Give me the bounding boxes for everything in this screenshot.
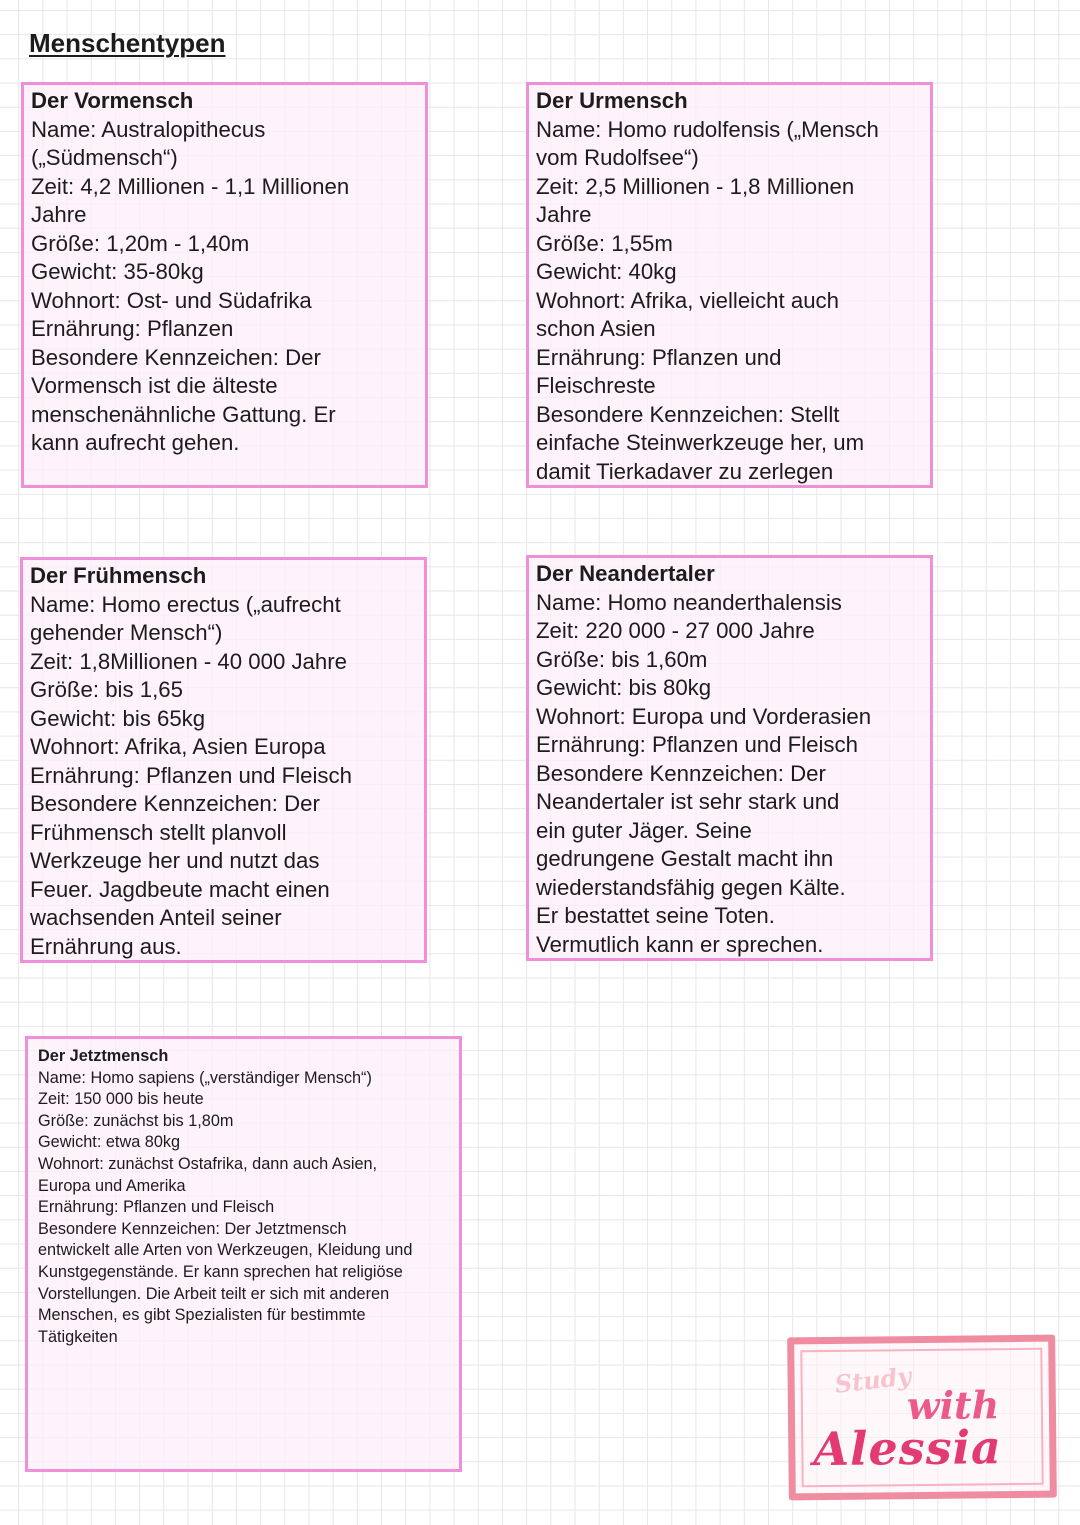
card-line: Europa und Amerika xyxy=(38,1176,186,1195)
card-line: Werkzeuge her und nutzt das xyxy=(30,848,320,873)
card-line: einfache Steinwerkzeuge her, um xyxy=(536,430,865,455)
card-line: Wohnort: Afrika, vielleicht auch xyxy=(536,287,839,313)
card-line: wiederstandsfähig gegen Kälte. xyxy=(536,874,846,900)
card-heading: Der Urmensch xyxy=(536,88,688,113)
card-line: ein guter Jäger. Seine xyxy=(536,817,752,843)
page-title: Menschentypen xyxy=(29,28,226,58)
card-heading: Der Neandertaler xyxy=(536,561,715,586)
card-line: Besondere Kennzeichen: Stellt xyxy=(536,401,840,427)
card-line: Größe: bis 1,65 xyxy=(30,677,183,702)
card-line: Wohnort: Afrika, Asien Europa xyxy=(30,734,326,759)
card-line: Ernährung: Pflanzen xyxy=(31,316,234,341)
stamp-study-text: Study xyxy=(833,1361,913,1399)
card-line: vom Rudolfsee“) xyxy=(536,145,699,170)
card-line: wachsenden Anteil seiner xyxy=(30,905,282,930)
stamp-with-text: with xyxy=(906,1382,1000,1429)
card-line: menschenähnliche Gattung. Er xyxy=(31,401,336,427)
card-fruehmensch xyxy=(20,557,427,963)
card-line: Größe: zunächst bis 1,80m xyxy=(38,1111,234,1130)
card-line: Name: Australopithecus xyxy=(31,116,266,142)
card-line: Besondere Kennzeichen: Der Jetztmensch xyxy=(38,1219,347,1238)
card-line: Gewicht: etwa 80kg xyxy=(38,1133,181,1152)
card-line: Größe: 1,55m xyxy=(536,230,673,256)
card-line: gedrungene Gestalt macht ihn xyxy=(536,846,834,871)
card-line: kann aufrecht gehen. xyxy=(31,430,240,455)
card-jetztmensch xyxy=(25,1036,462,1472)
card-line: Ernährung: Pflanzen und xyxy=(536,344,782,370)
card-line: schon Asien xyxy=(536,316,656,341)
card-heading: Der Jetztmensch xyxy=(38,1047,169,1065)
card-heading: Der Frühmensch xyxy=(30,563,207,588)
stamp-name-text: Alessia xyxy=(813,1420,1003,1477)
card-line: Neandertaler ist sehr stark und xyxy=(536,789,840,814)
card-line: Jahre xyxy=(536,202,592,227)
card-line: Ernährung: Pflanzen und Fleisch xyxy=(536,732,858,757)
card-line: Vormensch ist die älteste xyxy=(31,373,278,398)
card-line: Er bestattet seine Toten. xyxy=(536,903,775,928)
card-line: gehender Mensch“) xyxy=(30,620,223,645)
card-line: Name: Homo sapiens („verständiger Mensch“) xyxy=(38,1068,372,1087)
card-line: Menschen, es gibt Spezialisten für bestimmte xyxy=(38,1306,366,1325)
card-line: Gewicht: bis 65kg xyxy=(30,705,206,731)
card-line: Zeit: 1,8Millionen - 40 000 Jahre xyxy=(30,648,347,674)
card-line: Name: Homo neanderthalensis xyxy=(536,589,842,615)
card-line: Ernährung: Pflanzen und Fleisch xyxy=(30,762,352,788)
card-line: Tätigkeiten xyxy=(38,1327,118,1346)
card-line: Ernährung aus. xyxy=(30,933,182,959)
card-vormensch xyxy=(21,82,428,488)
card-line: Name: Homo rudolfensis („Mensch xyxy=(536,116,879,142)
card-line: Gewicht: 35-80kg xyxy=(31,259,204,284)
card-line: Wohnort: Europa und Vorderasien xyxy=(536,703,872,729)
card-line: Fleischreste xyxy=(536,373,656,398)
card-line: Besondere Kennzeichen: Der xyxy=(31,344,321,370)
study-with-alessia-stamp xyxy=(787,1335,1057,1501)
card-line: Wohnort: zunächst Ostafrika, dann auch Asien, xyxy=(38,1154,378,1173)
card-line: Ernährung: Pflanzen und Fleisch xyxy=(38,1198,275,1217)
card-line: Zeit: 2,5 Millionen - 1,8 Millionen xyxy=(536,173,855,199)
card-line: Vorstellungen. Die Arbeit teilt er sich mit anderen xyxy=(38,1284,390,1303)
card-line: Gewicht: 40kg xyxy=(536,259,677,284)
card-line: Zeit: 150 000 bis heute xyxy=(38,1090,204,1109)
card-line: („Südmensch“) xyxy=(31,145,178,170)
card-line: Feuer. Jagdbeute macht einen xyxy=(30,876,330,902)
card-line: Kunstgegenstände. Er kann sprechen hat religiöse xyxy=(38,1262,403,1281)
card-line: Besondere Kennzeichen: Der xyxy=(536,760,826,786)
card-line: Wohnort: Ost- und Südafrika xyxy=(31,287,312,313)
card-line: Zeit: 4,2 Millionen - 1,1 Millionen xyxy=(31,173,350,199)
card-heading: Der Vormensch xyxy=(31,88,194,113)
card-line: Frühmensch stellt planvoll xyxy=(30,819,287,845)
card-line: Größe: bis 1,60m xyxy=(536,646,708,672)
card-line: Gewicht: bis 80kg xyxy=(536,675,712,700)
card-line: entwickelt alle Arten von Werkzeugen, Kleidung und xyxy=(38,1241,413,1260)
card-line: Jahre xyxy=(31,202,87,227)
card-line: Zeit: 220 000 - 27 000 Jahre xyxy=(536,618,815,643)
card-line: Größe: 1,20m - 1,40m xyxy=(31,230,250,256)
card-line: Name: Homo erectus („aufrecht xyxy=(30,591,341,617)
card-line: damit Tierkadaver zu zerlegen xyxy=(536,458,834,484)
card-line: Besondere Kennzeichen: Der xyxy=(30,791,320,816)
card-line: Vermutlich kann er sprechen. xyxy=(536,931,824,957)
card-neandertaler xyxy=(526,555,933,961)
card-urmensch xyxy=(526,82,933,488)
